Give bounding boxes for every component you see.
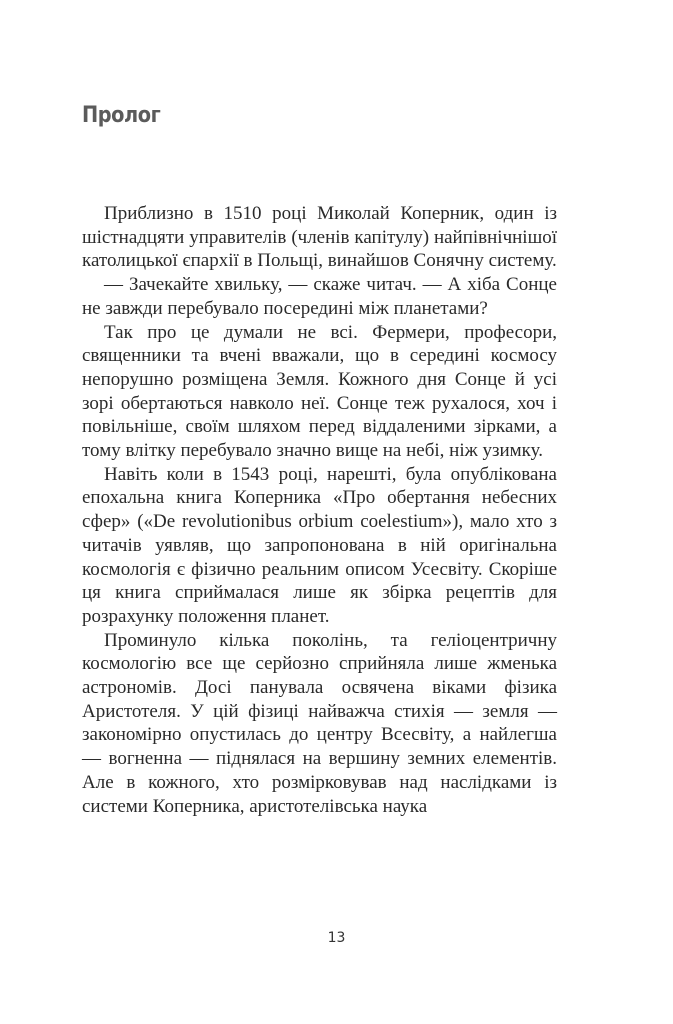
paragraph: Навіть коли в 1543 році, нарешті, була опублікована епохальна книга Коперника «Про обертання небесних сфер» («De revolutionibus orbium coelestium»), мало хто з читачів уявляв, що запропонована в ній оригінальна космологія є фізично реальним описом Усесвіту. Скоріше ця книга сприймалася лише як збірка рецептів для розрахунку положення планет.	[82, 463, 557, 627]
chapter-title: Пролог	[82, 103, 161, 128]
paragraph: Приблизно в 1510 році Миколай Коперник, один із шістнадцяти управителів (членів капітулу) найпівнічнішої католицької єпархії в Польщі, винайшов Сонячну систему.	[82, 203, 557, 272]
body-text	[82, 202, 557, 818]
paragraph: — Зачекайте хвильку, — скаже читач. — А хіба Сонце не завжди перебувало посередині між планетами?	[82, 274, 557, 319]
paragraph: Так про це думали не всі. Фермери, професори, священники та вчені вважали, що в середині космосу непорушно розміщена Земля. Кожного дня Сонце й усі зорі обертаються навколо неї. Сонце теж рухалося, хоч і повільніше, своїм шляхом перед віддаленими зірками, а тому влітку перебувало значно вище на небі, ніж узимку.	[82, 321, 557, 462]
page-number: 13	[327, 930, 346, 946]
paragraph: Проминуло кілька поколінь, та геліоцентричну космологію все ще серйозно сприйняла лише жменька астрономів. Досі панувала освячена віками фізика Аристотеля. У цій фізиці найважча стихія — земля — закономірно опустилась до центру Всесвіту, а найлегша — вогненна — піднялася на вершину земних елементів. Але в кожного, хто розмірковував над наслідками із системи Коперника, аристотелівська наука	[82, 629, 557, 817]
